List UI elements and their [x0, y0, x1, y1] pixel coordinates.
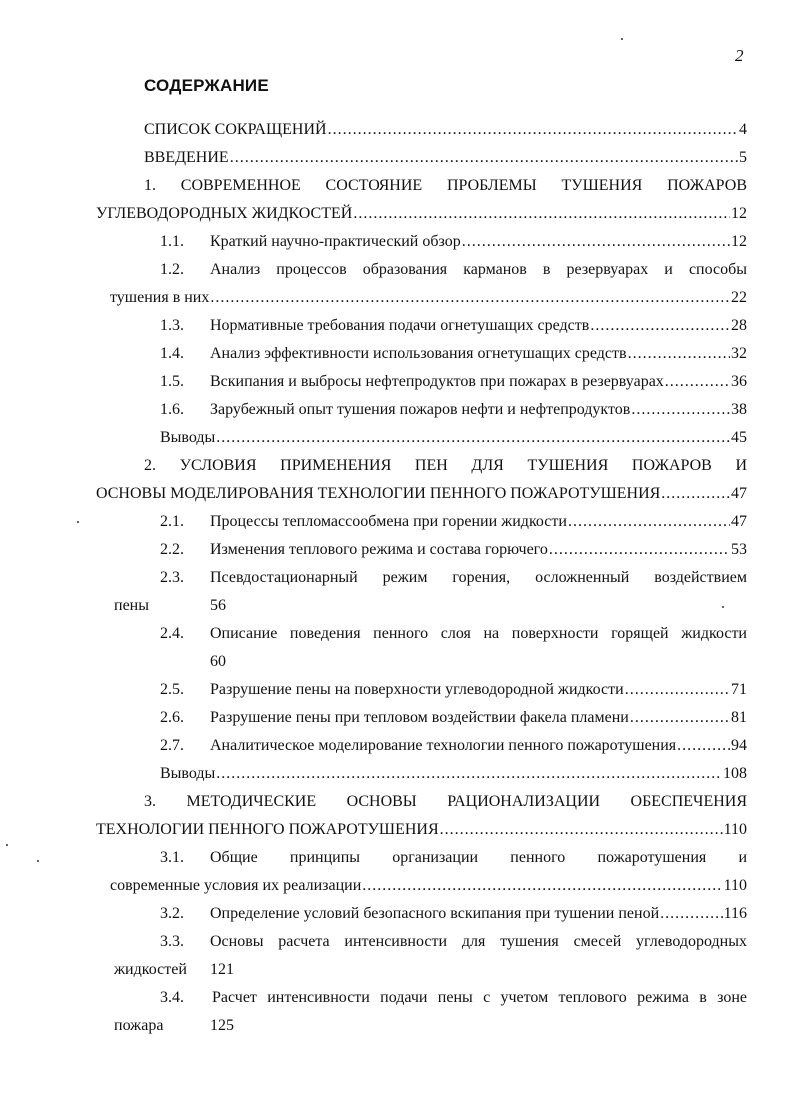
- toc-entry-text: Разрушение пены на поверхности углеводородной жидкости: [210, 681, 624, 698]
- toc-chapter-2[interactable]: [96, 483, 747, 505]
- toc-heading: СОДЕРЖАНИЕ: [144, 76, 269, 95]
- toc-entry-text: Процессы тепломассообмена при горении жидкости: [210, 513, 567, 530]
- toc-entry-2-2[interactable]: [210, 539, 747, 561]
- scan-speck: [77, 521, 79, 523]
- toc-entry-page[interactable]: 121: [210, 961, 234, 978]
- toc-entry-number: 1.1.: [160, 233, 184, 250]
- toc-entry-text: УГЛЕВОДОРОДНЫХ ЖИДКОСТЕЙ: [96, 205, 353, 222]
- toc-entry-number: 1.4.: [160, 345, 184, 362]
- toc-entry-page: 32: [731, 345, 747, 362]
- toc-entry-1-5[interactable]: [210, 371, 747, 393]
- toc-entry-text: Аналитическое моделирование технологии пенного пожаротушения: [210, 737, 677, 754]
- toc-entry-number: 2.7.: [160, 737, 184, 754]
- page-number: 2: [735, 46, 744, 65]
- toc-entry-page: 94: [731, 737, 747, 754]
- toc-entry-text: Определение условий безопасного вскипания при тушении пеной: [210, 905, 660, 922]
- toc-entry-text: Изменения теплового режима и состава горючего: [210, 541, 548, 558]
- toc-entry-text: ТЕХНОЛОГИИ ПЕННОГО ПОЖАРОТУШЕНИЯ: [96, 821, 439, 838]
- toc-entry-1-2[interactable]: [110, 287, 747, 309]
- toc-entry-text: Разрушение пены при тепловом воздействии факела пламени: [210, 709, 629, 726]
- toc-entry-text: ВВЕДЕНИЕ: [144, 149, 229, 166]
- toc-entry-number: 1.6.: [160, 401, 184, 418]
- scan-speck: [6, 844, 8, 846]
- toc-entry-page[interactable]: 56: [210, 597, 226, 614]
- toc-entry-2-7[interactable]: [210, 735, 747, 757]
- toc-entry-introduction[interactable]: [144, 147, 747, 169]
- scan-speck: [621, 38, 623, 40]
- toc-entry-3-4-line1: Расчет интенсивности подачи пены с учетом теплового режима в зоне: [212, 989, 747, 1006]
- toc-entry-2-4-line1: Описание поведения пенного слоя на поверхности горящей жидкости: [210, 625, 747, 642]
- toc-entry-1-3[interactable]: [210, 315, 747, 337]
- toc-entry-page: 28: [731, 317, 747, 334]
- toc-entry-page: 22: [731, 289, 747, 306]
- toc-entry-page: 12: [731, 233, 747, 250]
- toc-chapter-3[interactable]: [96, 819, 747, 841]
- toc-entry-1-4[interactable]: [210, 343, 747, 365]
- toc-entry-number: 2.3.: [160, 569, 184, 586]
- toc-entry-text: Краткий научно-практический обзор: [210, 233, 461, 250]
- toc-entry-page: 47: [731, 513, 747, 530]
- toc-entry-page: 116: [723, 905, 747, 922]
- toc-entry-page: 38: [731, 401, 747, 418]
- toc-entry-3-1-line1: Общие принципы организации пенного пожаротушения и: [210, 849, 747, 866]
- toc-entry-1-1[interactable]: [210, 231, 747, 253]
- toc-chapter-2-line1: 2. УСЛОВИЯ ПРИМЕНЕНИЯ ПЕН ДЛЯ ТУШЕНИЯ ПОЖАРОВ И: [144, 457, 747, 474]
- toc-entry-number: 3.4.: [160, 989, 184, 1006]
- toc-entry-page: 53: [731, 541, 747, 558]
- toc-entry-abbreviations[interactable]: [144, 119, 747, 141]
- toc-chapter-3-line1: 3. МЕТОДИЧЕСКИЕ ОСНОВЫ РАЦИОНАЛИЗАЦИИ ОБЕСПЕЧЕНИЯ: [144, 793, 747, 810]
- toc-entry-3-2[interactable]: [210, 903, 747, 925]
- toc-entry-2-1[interactable]: [210, 511, 747, 533]
- toc-entry-number: 1.5.: [160, 373, 184, 390]
- toc-entry-page: 81: [731, 709, 747, 726]
- toc-entry-1-2-line1: Анализ процессов образования карманов в резервуарах и способы: [210, 261, 747, 278]
- toc-entry-number: 2.5.: [160, 681, 184, 698]
- toc-entry-page: 12: [731, 205, 747, 222]
- toc-entry-3-1[interactable]: [110, 875, 747, 897]
- toc-entry-text: Вскипания и выбросы нефтепродуктов при пожарах в резервуарах: [210, 373, 664, 390]
- toc-entry-1-6[interactable]: [210, 399, 747, 421]
- toc-entry-text: жидкостей: [114, 961, 187, 978]
- toc-entry-number: 2.1.: [160, 513, 184, 530]
- toc-entry-text: Выводы: [160, 429, 216, 446]
- toc-entry-page: 45: [731, 429, 747, 446]
- toc-entry-page[interactable]: 125: [210, 1017, 234, 1034]
- toc-entry-2-3-line1: Псевдостационарный режим горения, осложненный воздействием: [210, 569, 747, 586]
- toc-entry-2-6[interactable]: [210, 707, 747, 729]
- toc-entry-number: 3.1.: [160, 849, 184, 866]
- toc-entry-3-3-line1: Основы расчета интенсивности для тушения смесей углеводородных: [210, 933, 747, 950]
- toc-entry-number: 2.4.: [160, 625, 184, 642]
- toc-entry-text: Анализ эффективности использования огнетушащих средств: [210, 345, 627, 362]
- toc-entry-text: современные условия их реализации: [110, 877, 362, 894]
- toc-entry-page: 71: [731, 681, 747, 698]
- toc-entry-conclusions-2[interactable]: [160, 763, 747, 785]
- toc-entry-number: 1.2.: [160, 261, 184, 278]
- scan-speck: [37, 860, 39, 862]
- toc-entry-text: пожара: [114, 1017, 164, 1034]
- toc-entry-number: 3.3.: [160, 933, 184, 950]
- toc-entry-page: 47: [731, 485, 747, 502]
- toc-entry-text: СПИСОК СОКРАЩЕНИЙ: [144, 121, 327, 138]
- toc-chapter-1-line1: 1. СОВРЕМЕННОЕ СОСТОЯНИЕ ПРОБЛЕМЫ ТУШЕНИЯ ПОЖАРОВ: [144, 177, 747, 194]
- toc-entry-text: Зарубежный опыт тушения пожаров нефти и нефтепродуктов: [210, 401, 631, 418]
- toc-entry-number: 2.2.: [160, 541, 184, 558]
- toc-entry-page: 110: [723, 821, 747, 838]
- toc-entry-number: 2.6.: [160, 709, 184, 726]
- toc-entry-text: ОСНОВЫ МОДЕЛИРОВАНИЯ ТЕХНОЛОГИИ ПЕННОГО ПОЖАРОТУШЕНИЯ: [96, 485, 661, 502]
- toc-entry-page[interactable]: 60: [210, 653, 226, 670]
- toc-entry-2-5[interactable]: [210, 679, 747, 701]
- toc-entry-text: Выводы: [160, 765, 216, 782]
- toc-entry-page: 4: [739, 121, 747, 138]
- toc-entry-text: тушения в них: [110, 289, 210, 306]
- toc-entry-page: 36: [731, 373, 747, 390]
- toc-entry-page: 5: [739, 149, 747, 166]
- toc-entry-text: Нормативные требования подачи огнетушащих средств: [210, 317, 590, 334]
- toc-entry-number: 1.3.: [160, 317, 184, 334]
- toc-entry-conclusions-1[interactable]: [160, 427, 747, 449]
- toc-entry-page: 108: [723, 765, 747, 782]
- toc-chapter-1[interactable]: [96, 203, 747, 225]
- toc-entry-number: 3.2.: [160, 905, 184, 922]
- toc-entry-text: пены: [114, 597, 149, 614]
- toc-entry-page: 110: [723, 877, 747, 894]
- scan-speck: [722, 606, 724, 608]
